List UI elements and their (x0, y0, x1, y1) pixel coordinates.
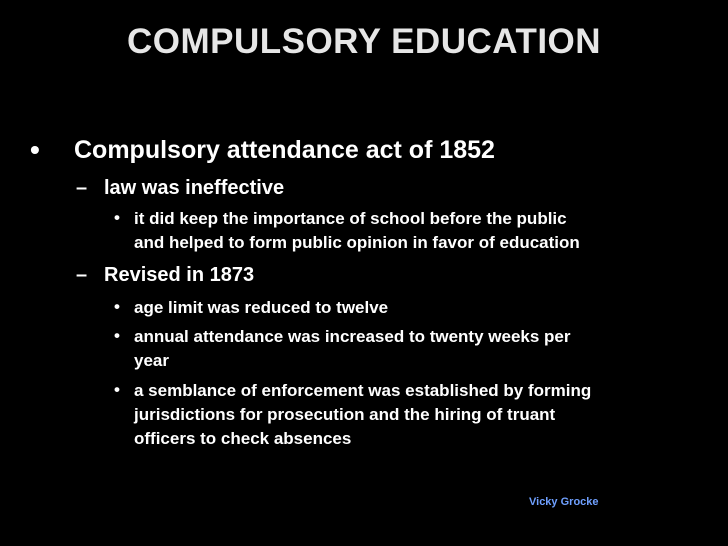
bullet-icon: • (114, 380, 120, 399)
bullet-icon: • (114, 297, 120, 316)
detail-line: age limit was reduced to twelve (134, 298, 389, 317)
bullet-icon: • (30, 134, 40, 165)
detail-line: year (134, 351, 169, 370)
author-credit: Vicky Grocke (529, 496, 599, 508)
dash-icon: – (76, 264, 88, 286)
sub-point-text: law was ineffective (104, 177, 285, 199)
detail-line: a semblance of enforcement was established by forming (134, 381, 592, 400)
bullet-icon: • (114, 208, 120, 227)
detail-line: jurisdictions for prosecution and the hiring of truant (134, 405, 556, 424)
detail-line: and helped to form public opinion in favor of education (134, 233, 580, 252)
bullet-icon: • (114, 326, 120, 345)
dash-icon: – (76, 177, 88, 199)
sub-point-text: Revised in 1873 (104, 264, 255, 286)
main-point-text: Compulsory attendance act of 1852 (74, 136, 495, 164)
detail-line: it did keep the importance of school before the public (134, 209, 567, 228)
detail-line: annual attendance was increased to twenty weeks per (134, 327, 571, 346)
slide-title: COMPULSORY EDUCATION (126, 22, 602, 61)
detail-line: officers to check absences (134, 429, 352, 448)
